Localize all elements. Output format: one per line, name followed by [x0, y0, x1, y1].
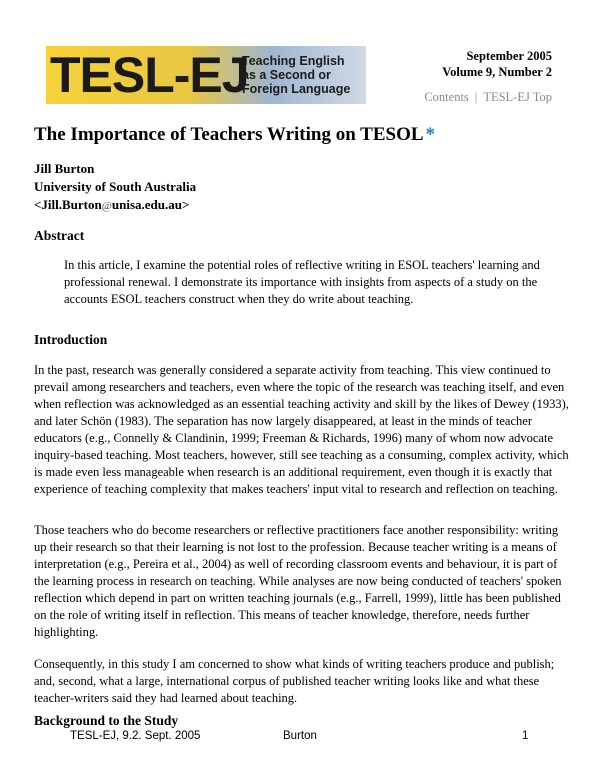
footer-journal: TESL-EJ, 9.2. Sept. 2005	[70, 730, 201, 742]
title-footnote-link[interactable]: *	[425, 124, 436, 145]
body-paragraph-3: Consequently, in this study I am concerned to show what kinds of writing teachers produce and publish; and, second, what a large, international corpus of published teacher writing looks like and what these teacher-writers said they had learned about teaching.	[34, 657, 555, 705]
tesl-ej-top-link[interactable]: TESL-EJ Top	[483, 90, 552, 104]
footer-page-number: 1	[522, 730, 529, 742]
footer-author: Burton	[283, 730, 317, 742]
body-paragraph-1: In the past, research was generally considered a separate activity from teaching. This view continued to prevail among researchers and teachers, even where the topic of the research was teaching itself, and even when reflection was acknowledged as an essential teaching activity and skill by the likes of Dewey (1933), and later Schön (1983). The separation has now largely disappeared, at least in the minds of teacher educators (e.g., Connelly & Clandinin, 1999; Freeman & Richards, 1996) many of whom now advocate inquiry-based teaching. Most teachers, however, still see teaching as a consuming, complex activity, which is made even less manageable when research is an additional requirement, even though it is exactly that experience of teaching complexity that makes teachers' input vital to research and reflection on teaching.	[34, 363, 569, 496]
author-affiliation: University of South Australia	[34, 179, 197, 194]
author-email[interactable]	[34, 196, 196, 215]
article-title-text: The Importance of Teachers Writing on TESOL	[34, 124, 424, 145]
logo-tagline-line-1: Teaching English	[242, 54, 345, 68]
email-domain: unisa.edu.au>	[111, 197, 190, 212]
abstract-text: In this article, I examine the potential roles of reflective writing in ESOL teachers' learning and professional renewal. I demonstrate its importance with insights from aspects of a study on the accounts ESOL teachers construct when they do write about teaching.	[64, 258, 540, 306]
issue-info	[442, 48, 552, 80]
article-title	[34, 124, 435, 146]
author-block	[34, 160, 196, 215]
logo-wordmark: TESL-EJ	[50, 47, 249, 103]
logo-tagline	[242, 54, 360, 96]
contents-link[interactable]: Contents	[424, 90, 469, 104]
issue-date: September 2005	[466, 49, 552, 63]
issue-volume: Volume 9, Number 2	[442, 65, 552, 79]
top-links	[424, 90, 552, 105]
email-user: <Jill.Burton	[34, 197, 102, 212]
background-heading: Background to the Study	[34, 713, 179, 728]
link-separator: |	[474, 90, 478, 104]
body-paragraph-2: Those teachers who do become researchers or reflective practitioners face another responsibility: writing up their research so that their learning is not lost to the profession. Because teacher writing is a means of interpretation (e.g., Pereira et al., 2004) as well of recording classroom events and behaviour, it is part of the learning process in research on teaching. While analyses are now being conducted of teachers' spoken reflection which depend in part on written teaching journals (e.g., Farrell, 1999), little has been published on the role of writing itself in reflection. This means of teacher knowledge, therefore, needs further highlighting.	[34, 523, 562, 639]
logo-tagline-line-3: Foreign Language	[242, 82, 351, 96]
logo-tagline-line-2: as a Second or	[242, 68, 331, 82]
introduction-heading: Introduction	[34, 332, 108, 347]
email-at-symbol: @	[101, 200, 112, 212]
abstract-heading: Abstract	[34, 228, 85, 243]
author-name: Jill Burton	[34, 161, 95, 176]
tesl-ej-logo	[46, 46, 366, 104]
